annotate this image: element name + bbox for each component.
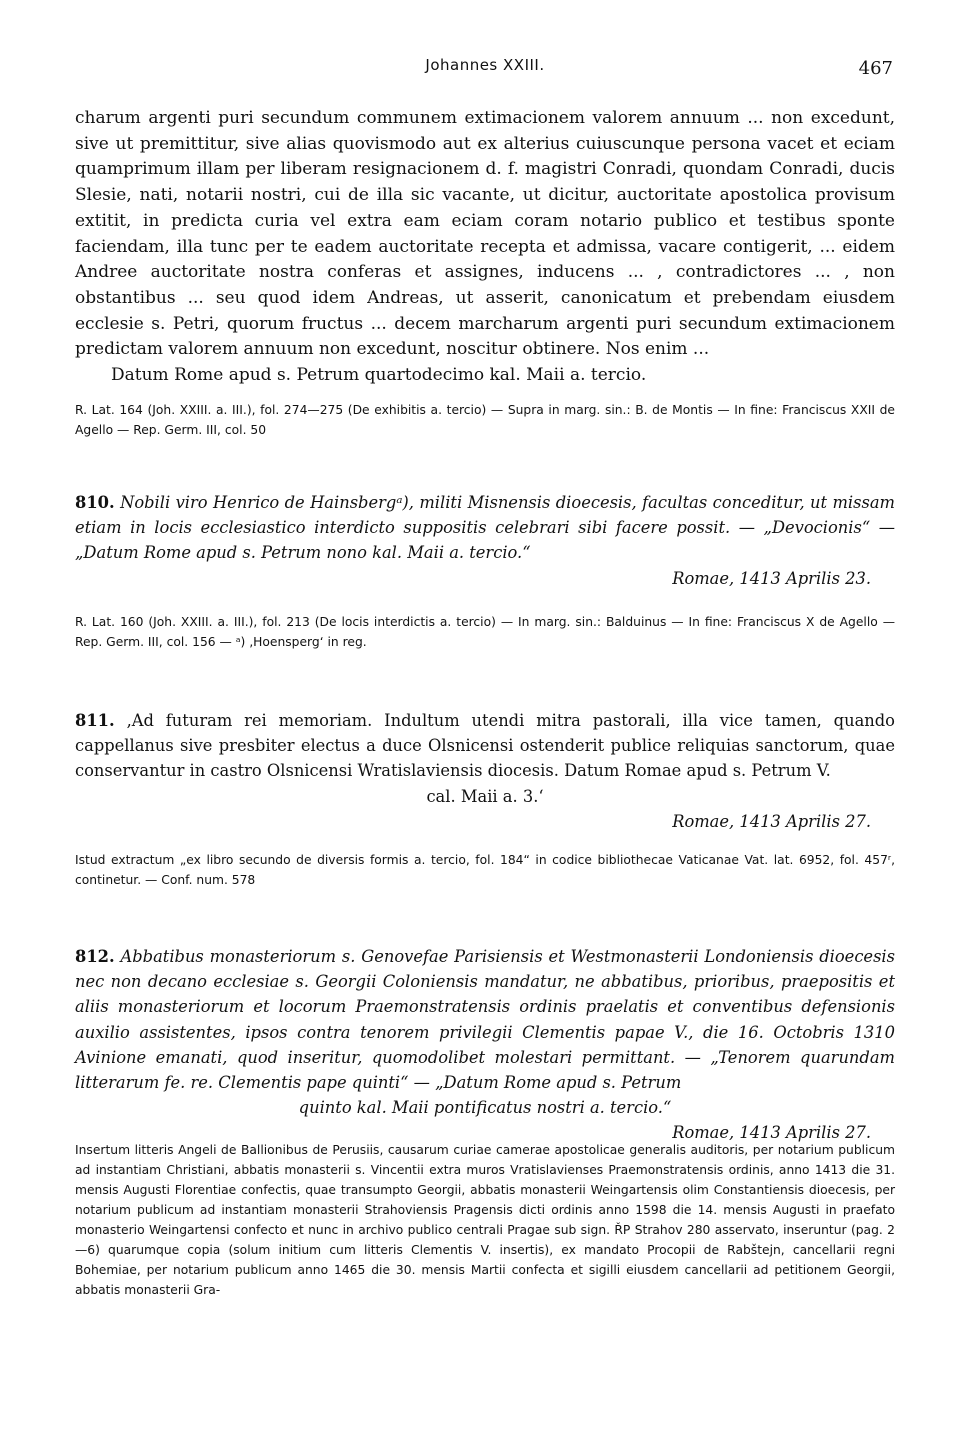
- entry-text: ‚Ad futuram rei memoriam. Indultum utendi mitra pastorali, illa vice tamen, quando cappellanus sive presbiter electus a duce Olsnicensi ostenderit publice reliquias sanctorum, quae conservantur in castro Olsnicensi Wratislaviensis diocesis. Datum Romae apud s. Petrum V.: [75, 711, 895, 781]
- entry-text: Abbatibus monasteriorum s. Genovefae Parisiensis et Westmonasterii Londoniensis dioecesis nec non decano ecclesiae s. Georgii Coloniensis mandatur, ne abbatibus, prioribus, praepositis et aliis monasteriorum et locorum Praemonstratensis ordinis praelatis et conventibus defensionis auxilio assistentes, ipsos contra tenorem privilegii Clementis papae V., die 16. Octobris 1310 Avinione emanati, quod inseritur, quomodolibet molestari permittant. — „Tenorem quarundam litterarum fe. re. Clementis pape quinti“ — „Datum Rome apud s. Petrum: [75, 947, 895, 1093]
- entry-812: [75, 944, 895, 1146]
- page-number: 467: [858, 58, 893, 79]
- intro-datum: Datum Rome apud s. Petrum quartodecimo kal. Maii a. tercio.: [111, 365, 647, 386]
- intro-section: [75, 106, 895, 389]
- entry-text-last-line: quinto kal. Maii pontificatus nostri a. tercio.“: [298, 1098, 672, 1118]
- entry-811-note: [75, 850, 895, 890]
- entry-810-note: [75, 612, 895, 652]
- intro-note-text: R. Lat. 164 (Joh. XXIII. a. III.), fol. 274—275 (De exhibitis a. tercio) — Supra in marg. sin.: B. de Montis — In fine: Franciscus XXII de Agello — Rep. Germ. III, col. 50: [75, 403, 895, 437]
- entry-number: 810.: [75, 493, 115, 512]
- entry-note-text: R. Lat. 160 (Joh. XXIII. a. III.), fol. 213 (De locis interdictis a. tercio) — In marg. sin.: Balduinus — In fine: Franciscus X de Agello — Rep. Germ. III, col. 156 — ᵃ) ‚Hoensperg‘ in reg.: [75, 615, 895, 649]
- entry-note-text: Insertum litteris Angeli de Ballionibus de Perusiis, causarum curiae camerae apostolicae generalis auditoris, per notarium publicum ad instantiam Christiani, abbatis monasterii s. Vincentii extra muros Vratislavienses Praemonstratensis ordinis, anno 1413 die 31. mensis Augusti Florentiae confectis, quae transumpto Georgii, abbatis monasterii Weingartensis olim Constantiensis dioecesis, per notarium publicum ad instantiam monasterii Strahoviensis Pragensis dicti ordinis anno 1598 die 14. mensis Augusti in praefato monasterio Weingartensi confecto et nunc in archivo publico centrali Pragae sub sign. ŘP Strahov 280 asservato, inseruntur (pag. 2—6) quarumque copia (solum initium cum litteris Clementis V. insertis), ex mandato Procopii de Rabštejn, cancellarii regni Bohemiae, per notarium publicum anno 1465 die 30. mensis Martii confecta et sigilli eiusdem cancellarii ad petitionem Georgii, abbatis monasterii Gra-: [75, 1143, 895, 1297]
- intro-note: [75, 400, 895, 440]
- entry-note-text: Istud extractum „ex libro secundo de diversis formis a. tercio, fol. 184“ in codice bibliothecae Vaticanae Vat. lat. 6952, fol. 457ʳ, continetur. — Conf. num. 578: [75, 853, 895, 887]
- entry-812-note: [75, 1140, 895, 1300]
- entry-number: 811.: [75, 711, 115, 730]
- entry-place-date: Romae, 1413 Aprilis 23.: [672, 568, 871, 588]
- page-header: [75, 56, 895, 80]
- entry-number: 812.: [75, 947, 115, 966]
- entry-place-date: Romae, 1413 Aprilis 27.: [672, 811, 871, 831]
- running-title: Johannes XXIII.: [425, 56, 545, 74]
- entry-811: [75, 708, 895, 834]
- entry-text-last-line: cal. Maii a. 3.‘: [426, 786, 544, 806]
- entry-place-date: Romae, 1413 Aprilis 27.: [672, 1123, 871, 1143]
- intro-paragraph: charum argenti puri secundum communem extimacionem valorem annuum ... non excedunt, sive ut premittitur, sive alias quovismodo aut ex alterius cuiuscunque persona vacet et eciam quamprimum illam per liberam resignacionem d. f. magistri Conradi, quondam Conradi, ducis Slesie, nati, notarii nostri, cui de illa sic vacante, ut dicitur, auctoritate apostolica provisum extitit, in predicta curia vel extra eam eciam coram notario publico et testibus sponte faciendam, illa tunc per te eadem auctoritate recepta et admissa, vacare contigerit, ... eidem Andree auctoritate nostra conferas et assignes, inducens ... , contradictores ... , non obstantibus ... seu quod idem Andreas, ut asserit, canonicatum et prebendam eiusdem ecclesie s. Petri, quorum fructus ... decem marcharum argenti puri secundum extimacionem predictam valorem annuum non excedunt, noscitur obtinere. Nos enim ...: [75, 108, 895, 360]
- entry-text: Nobili viro Henrico de Hainsbergᵃ), militi Misnensis dioecesis, facultas conceditur, ut missam etiam in locis ecclesiastico interdicto suppositis celebrari sibi facere possit. — „Devocionis“ — „Datum Rome apud s. Petrum nono kal. Maii a. tercio.“: [75, 493, 895, 563]
- entry-810: [75, 490, 895, 591]
